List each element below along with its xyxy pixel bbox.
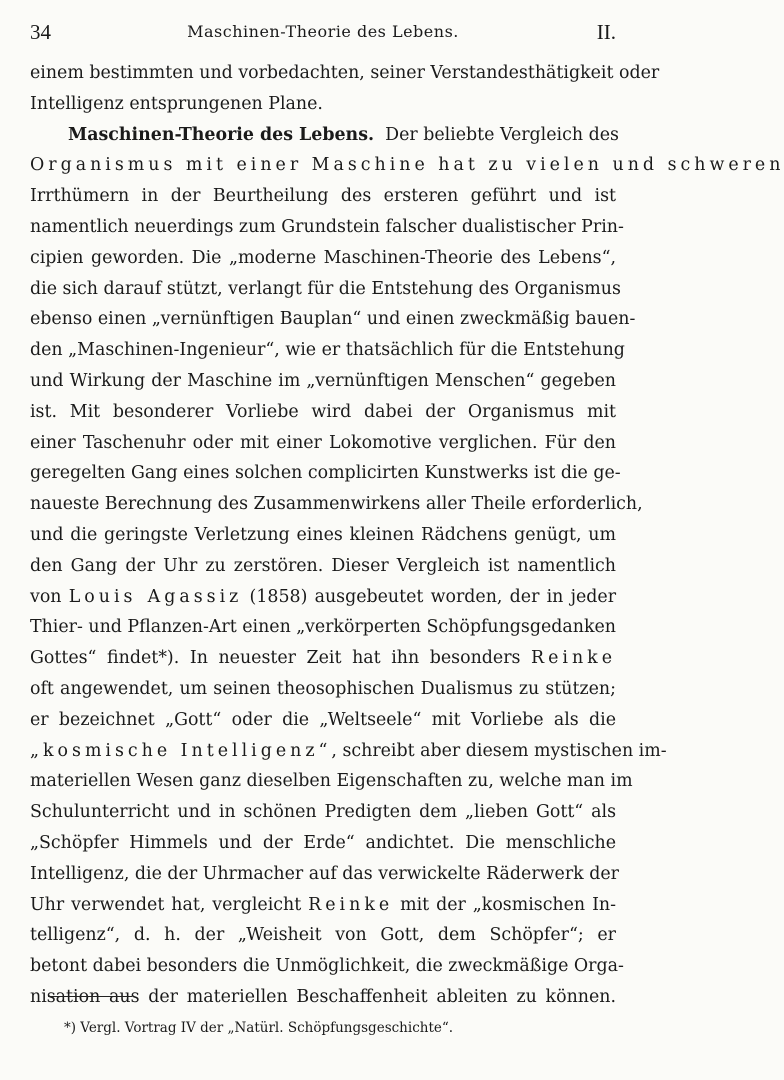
text-line: Intelligenz entsprungenen Plane. bbox=[30, 93, 323, 114]
text-line: Schulunterricht und in schönen Predigten dem „lieben Gott“ als bbox=[30, 802, 616, 823]
text-line bbox=[30, 643, 616, 674]
text-line: Thier- und Pflanzen-Art einen „verkörperten Schöpfungsgedanken bbox=[30, 617, 616, 638]
text-fragment: mit der „kosmischen In- bbox=[400, 894, 617, 915]
text-line: ist. Mit besonderer Vorliebe wird dabei der Organismus mit bbox=[30, 401, 616, 422]
page-number: 34 bbox=[30, 20, 51, 44]
text-fragment: (1858) ausgebeutet worden, der in jeder bbox=[249, 586, 617, 607]
text-line: ebenso einen „vernünftigen Bauplan“ und einen zweckmäßig bauen- bbox=[30, 309, 636, 330]
text-fragment: Uhr verwendet hat, vergleicht bbox=[30, 894, 302, 915]
text-line: telligenz“, d. h. der „Weisheit von Gott, dem Schöpfer“; er bbox=[30, 925, 616, 946]
page-header bbox=[30, 16, 616, 48]
text-line: einer Taschenuhr oder mit einer Lokomotive verglichen. Für den bbox=[30, 432, 616, 453]
text-line: oft angewendet, um seinen theosophischen Dualismus zu stützen; bbox=[30, 678, 616, 699]
text-line: cipien geworden. Die „moderne Maschinen-Theorie des Lebens“, bbox=[30, 247, 616, 268]
text-line: und die geringste Verletzung eines kleinen Rädchens genügt, um bbox=[30, 524, 616, 545]
text-fragment: von bbox=[30, 586, 62, 607]
body-text bbox=[30, 58, 784, 1013]
text-line: namentlich neuerdings zum Grundstein falscher dualistischer Prin- bbox=[30, 216, 624, 237]
text-line: den „Maschinen-Ingenieur“, wie er thatsächlich für die Entstehung bbox=[30, 340, 625, 361]
text-line: Irrthümern in der Beurtheilung des ersteren geführt und ist bbox=[30, 186, 616, 207]
text-line: und Wirkung der Maschine im „vernünftigen Menschen“ gegeben bbox=[30, 370, 616, 391]
section-heading: Maschinen-Theorie des Lebens. bbox=[68, 124, 375, 145]
footnote: *) Vergl. Vortrag IV der „Natürl. Schöpfungsgeschichte“. bbox=[64, 1020, 454, 1036]
text-line bbox=[30, 890, 616, 921]
text-line: den Gang der Uhr zu zerstören. Dieser Vergleich ist namentlich bbox=[30, 555, 616, 576]
text-line bbox=[30, 582, 616, 613]
text-line: Organismus mit einer Maschine hat zu vielen und schweren bbox=[30, 155, 784, 176]
text-fragment: Der beliebte Vergleich des bbox=[385, 124, 619, 145]
text-line: einem bestimmten und vorbedachten, seiner Verstandesthätigkeit oder bbox=[30, 63, 660, 83]
chapter-number: II. bbox=[596, 20, 616, 44]
text-fragment: , schreibt aber diesem mystischen im- bbox=[331, 740, 667, 761]
text-line: „Schöpfer Himmels und der Erde“ andichtet. Die menschliche bbox=[30, 832, 616, 853]
text-line: er bezeichnet „Gott“ oder die „Weltseele“ mit Vorliebe als die bbox=[30, 709, 616, 730]
text-line bbox=[30, 736, 667, 767]
text-line: materiellen Wesen ganz dieselben Eigenschaften zu, welche man im bbox=[30, 771, 633, 792]
text-line: die sich darauf stützt, verlangt für die Entstehung des Organismus bbox=[30, 278, 621, 299]
emphasized-term: „kosmische Intelligenz“ bbox=[30, 740, 332, 761]
text-line: naueste Berechnung des Zusammenwirkens aller Theile erforderlich, bbox=[30, 494, 643, 515]
text-line: Intelligenz, die der Uhrmacher auf das verwickelte Räderwerk der bbox=[30, 863, 619, 884]
footnote-divider bbox=[48, 996, 132, 997]
section-heading-line bbox=[30, 120, 619, 151]
text-line: nisation aus der materiellen Beschaffenheit ableiten zu können. bbox=[30, 986, 616, 1007]
running-title: Maschinen-Theorie des Lebens. bbox=[187, 22, 459, 41]
text-fragment: Gottes“ findet*). In neuester Zeit hat ihn besonders bbox=[30, 648, 521, 669]
text-line: geregelten Gang eines solchen complicirten Kunstwerks ist die ge- bbox=[30, 463, 621, 484]
text-line: betont dabei besonders die Unmöglichkeit, die zweckmäßige Orga- bbox=[30, 956, 624, 977]
person-name: Reinke bbox=[308, 894, 394, 915]
person-name: Reinke bbox=[531, 648, 617, 669]
person-name: Louis Agassiz bbox=[68, 586, 243, 607]
